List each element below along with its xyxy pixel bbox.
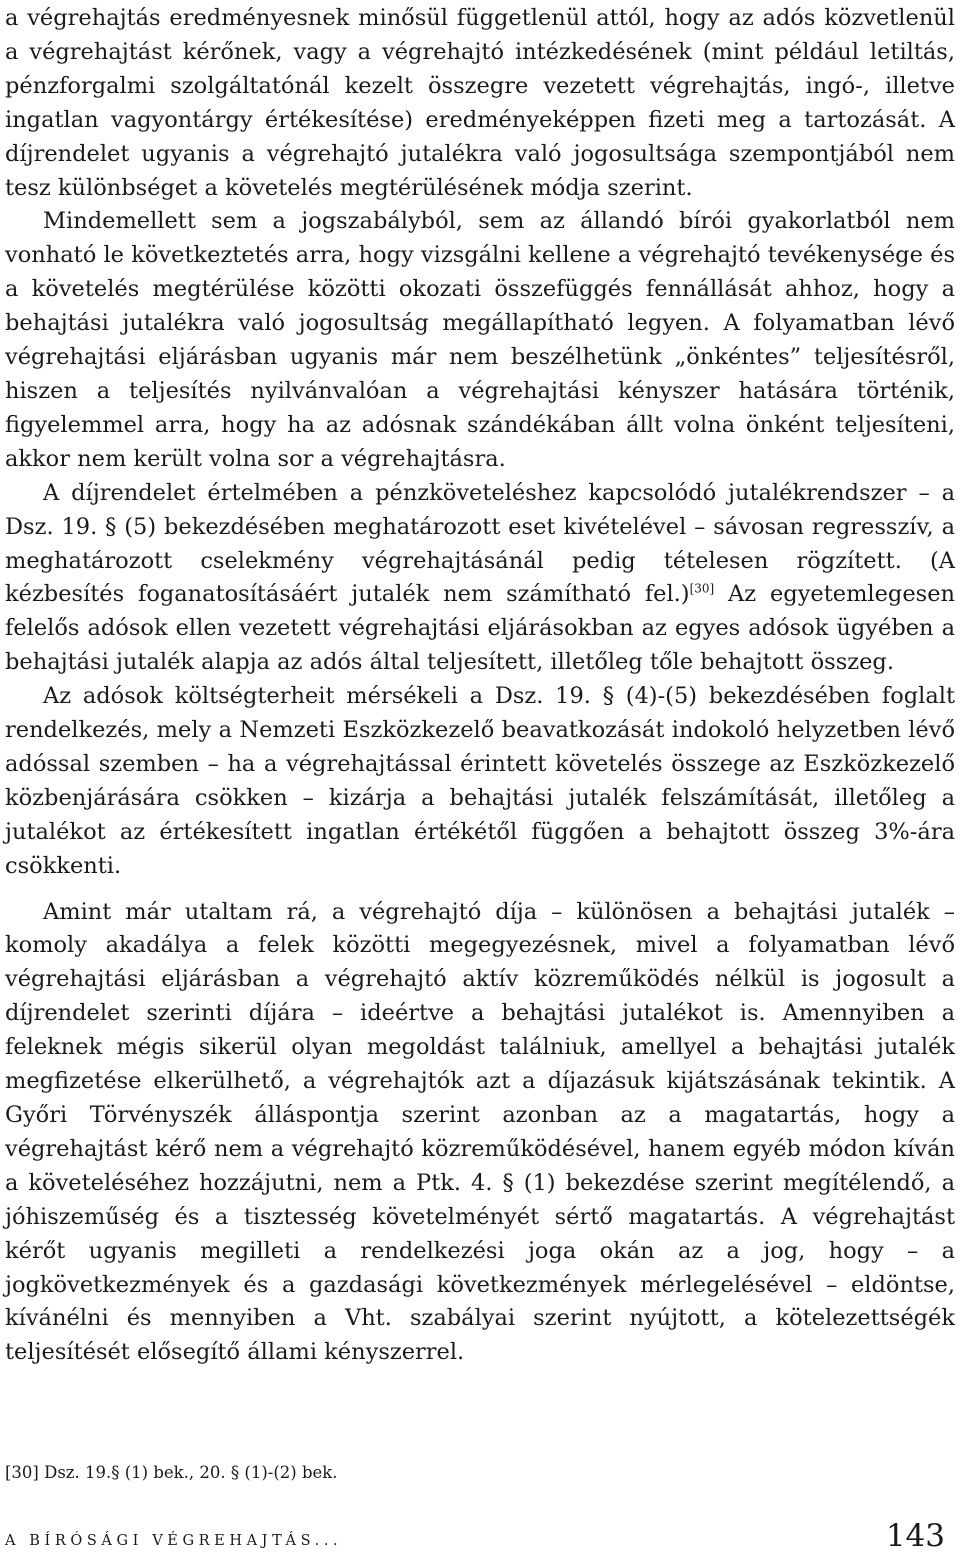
paragraph-5: Amint már utaltam rá, a végrehajtó díja – különösen a behajtási jutalék – komoly akadálya a felek közötti megegyezésnek, mivel a folyamatban lévő végrehajtási eljárásban a végrehajtó aktív közreműködés nélkül is jogosult a díjrendelet szerinti díjára – ideértve a behajtási jutalékot is. Amennyiben a feleknek mégis sikerül olyan megoldást találniuk, amellyel a behajtási jutalék megfizetése elkerülhető, a végrehajtók azt a díjazásuk kijátszásának tekintik. A Győri Törvényszék álláspontja szerint azonban az a magatartás, hogy a végrehajtást kérő nem a végrehajtó közreműködésével, hanem egyéb módon kíván a követeléséhez hozzájutni, nem a Ptk. 4. § (1) bekezdése szerint megítélendő, a jóhiszeműség és a tisztesség követelményét sértő magatartás. A végrehajtást kérőt ugyanis megilleti a rendelkezési joga okán az a jog, hogy – a jogkövetkezmények és a gazdasági következmények mérlegelésével – eldöntse, kívánélni és mennyiben a Vht. szabályai szerint nyújtott, a kötelezettségék teljesítését elősegítő állami kényszerrel. bbox=[5, 898, 955, 1366]
paragraph-3 bbox=[5, 477, 955, 680]
running-title: A BÍRÓSÁGI VÉGREHAJTÁS... bbox=[5, 1533, 343, 1549]
paragraph-2: Mindemellett sem a jogszabályból, sem az állandó bírói gyakorlatból nem vonható le következtetés arra, hogy vizsgálni kellene a végrehajtó tevékenysége és a követelés megtérülése közötti okozati összefüggés fennállását ahhoz, hogy a behajtási jutalékra való jogosultság megállapítható legyen. A folyamatban lévő végrehajtási eljárásban ugyanis már nem beszélhetünk „önkéntes” teljesítésről, hiszen a teljesítés nyilvánvalóan a végrehajtási kényszer hatására történik, figyelemmel arra, hogy ha az adósnak szándékában állt volna önként teljesíteni, akkor nem került volna sor a végrehajtásra. bbox=[5, 208, 955, 472]
paragraph-3-text: A díjrendelet értelmében a pénzköveteléshez kapcsolódó jutalékrendszer – a Dsz. 19. § (5) bekezdésében meghatározott eset kivételével – sávosan regresszív, a meghatározott cselekmény végrehajtásánál pedig tételesen rögzített. (A kézbesítés foganatosításáért jutalék nem számítható fel.) bbox=[5, 479, 955, 608]
footnote-reference: [30] bbox=[689, 581, 715, 596]
paragraph-1: a végrehajtás eredményesnek minősül függetlenül attól, hogy az adós közvetlenül a végrehajtást kérőnek, vagy a végrehajtó intézkedésének (mint például letiltás, pénzforgalmi szolgáltatónál kezelt összegre vezetett végrehajtás, ingó-, illetve ingatlan vagyontárgy értékesítése) eredményeképpen fizeti meg a tartozását. A díjrendelet ugyanis a végrehajtó jutalékra való jogosultsága szempontjából nem tesz különbséget a követelés megtérülésének módja szerint. bbox=[5, 5, 955, 201]
paragraph-gap bbox=[5, 884, 955, 896]
footnote: [30] Dsz. 19.§ (1) bek., 20. § (1)-(2) bek. bbox=[5, 1463, 338, 1482]
paragraph-3-text-after: Az egyetemlegesen felelős adósok ellen vezetett végrehajtási eljárásokban az egyes adósok ügyében a behajtási jutalék alapja az adós által teljesített, illetőleg tőle behajtott összeg. bbox=[5, 581, 955, 676]
page-number: 143 bbox=[885, 1518, 945, 1554]
page-body bbox=[5, 2, 955, 1370]
page-footer bbox=[5, 1518, 955, 1558]
paragraph-4: Az adósok költségterheit mérsékeli a Dsz. 19. § (4)-(5) bekezdésében foglalt rendelkezés, mely a Nemzeti Eszközkezelő beavatkozását indokoló helyzetben lévő adóssal szemben – ha a végrehajtással érintett követelés összege az Eszközkezelő közbenjárására csökken – kizárja a behajtási jutalék felszámítását, illetőleg a jutalékot az értékesített ingatlan értékétől függően a behajtott összeg 3%-ára csökkenti. bbox=[5, 683, 955, 879]
